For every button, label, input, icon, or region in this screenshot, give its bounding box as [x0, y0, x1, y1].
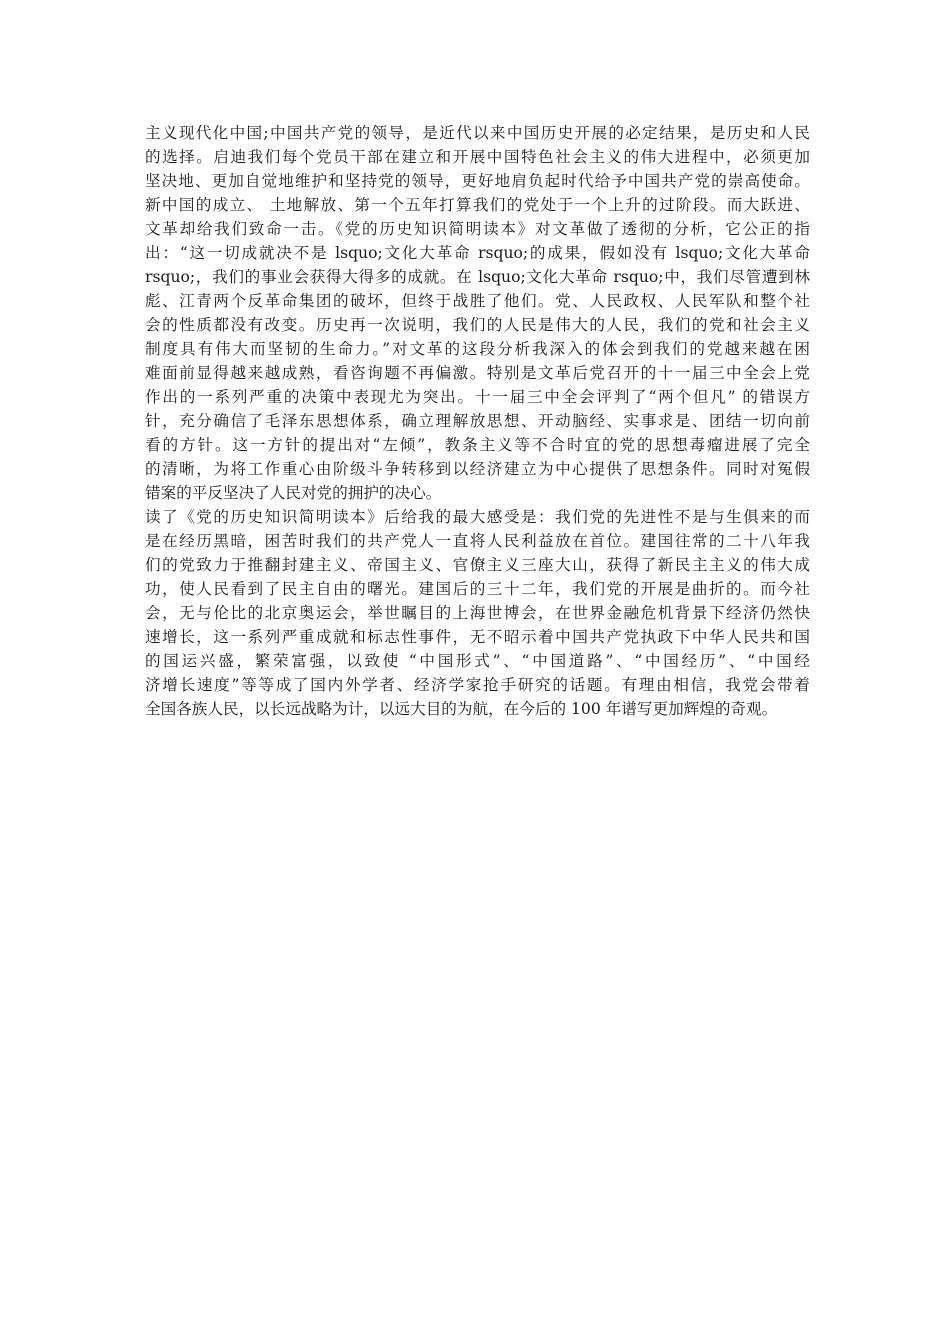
text-line: 彪、江青两个反革命集团的破坏，但终于战胜了他们。党、人民政权、人民军队和整个社	[145, 292, 810, 310]
text-line: 济增长速度”等等成了国内外学者、经济学家抢手研究的话题。有理由相信，我党会带着	[145, 676, 810, 694]
text-line: 作出的一系列严重的决策中表现尤为突出。十一届三中全会评判了“两个但凡” 的错误方	[145, 388, 810, 406]
text-line: 会，无与伦比的北京奥运会，举世瞩目的上海世博会，在世界金融危机背景下经济仍然快	[145, 604, 810, 622]
text-line: 主义现代化中国;中国共产党的领导，是近代以来中国历史开展的必定结果，是历史和人民	[145, 124, 810, 142]
text-line: 功，使人民看到了民主自由的曙光。建国后的三十二年，我们党的开展是曲折的。而今社	[145, 580, 810, 598]
text-line: 文革却给我们致命一击。《党的历史知识简明读本》对文革做了透彻的分析，它公正的指	[145, 220, 810, 238]
text-line: 难面前显得越来越成熟，看咨询题不再偏激。特别是文革后党召开的十一届三中全会上党	[145, 364, 810, 382]
text-line: 的国运兴盛，繁荣富强，以致使 “中国形式”、“中国道路”、“中国经历”、“中国经	[145, 652, 810, 670]
text-line: 针，充分确信了毛泽东思想体系，确立理解放思想、开动脑经、实事求是、团结一切向前	[145, 412, 810, 430]
text-line: 看的方针。这一方针的提出对“左倾”，教条主义等不合时宜的党的思想毒瘤进展了完全	[145, 436, 810, 454]
paragraph-last-line: 错案的平反坚决了人民对党的拥护的决心。	[145, 484, 442, 502]
text-line: 出：“这一切成就决不是 lsquo;文化大革命 rsquo;的成果，假如没有 lsquo;文化大革命	[145, 244, 810, 262]
text-line: 们的党致力于推翻封建主义、帝国主义、官僚主义三座大山，获得了新民主主义的伟大成	[145, 556, 810, 574]
text-line: 读了《党的历史知识简明读本》后给我的最大感受是：我们党的先进性不是与生俱来的而	[145, 508, 810, 526]
text-line: 制度具有伟大而坚韧的生命力。”对文革的这段分析我深入的体会到我们的党越来越在困	[145, 340, 810, 358]
text-line: 是在经历黑暗，困苦时我们的共产党人一直将人民利益放在首位。建国往常的二十八年我	[145, 532, 810, 550]
text-line: 的清晰，为将工作重心由阶级斗争转移到以经济建立为中心提供了思想条件。同时对冤假	[145, 460, 810, 478]
text-line: rsquo;，我们的事业会获得大得多的成就。在 lsquo;文化大革命 rsquo;中，我们尽管遭到林	[145, 268, 810, 286]
text-line: 的选择。启迪我们每个党员干部在建立和开展中国特色社会主义的伟大进程中，必须更加	[145, 148, 810, 166]
text-line: 坚决地、更加自觉地维护和坚持党的领导，更好地肩负起时代给予中国共产党的崇高使命。	[145, 172, 810, 190]
paragraph-last-line: 全国各族人民，以长远战略为计，以远大目的为航，在今后的 100 年谱写更加辉煌的奇观。	[145, 700, 778, 718]
text-line: 新中国的成立、 土地解放、第一个五年打算我们的党处于一个上升的过阶段。而大跃进、	[145, 196, 810, 214]
text-line: 会的性质都没有改变。历史再一次说明，我们的人民是伟大的人民，我们的党和社会主义	[145, 316, 810, 334]
document-body-text	[145, 121, 810, 721]
text-line: 速增长，这一系列严重成就和标志性事件，无不昭示着中国共产党执政下中华人民共和国	[145, 628, 810, 646]
